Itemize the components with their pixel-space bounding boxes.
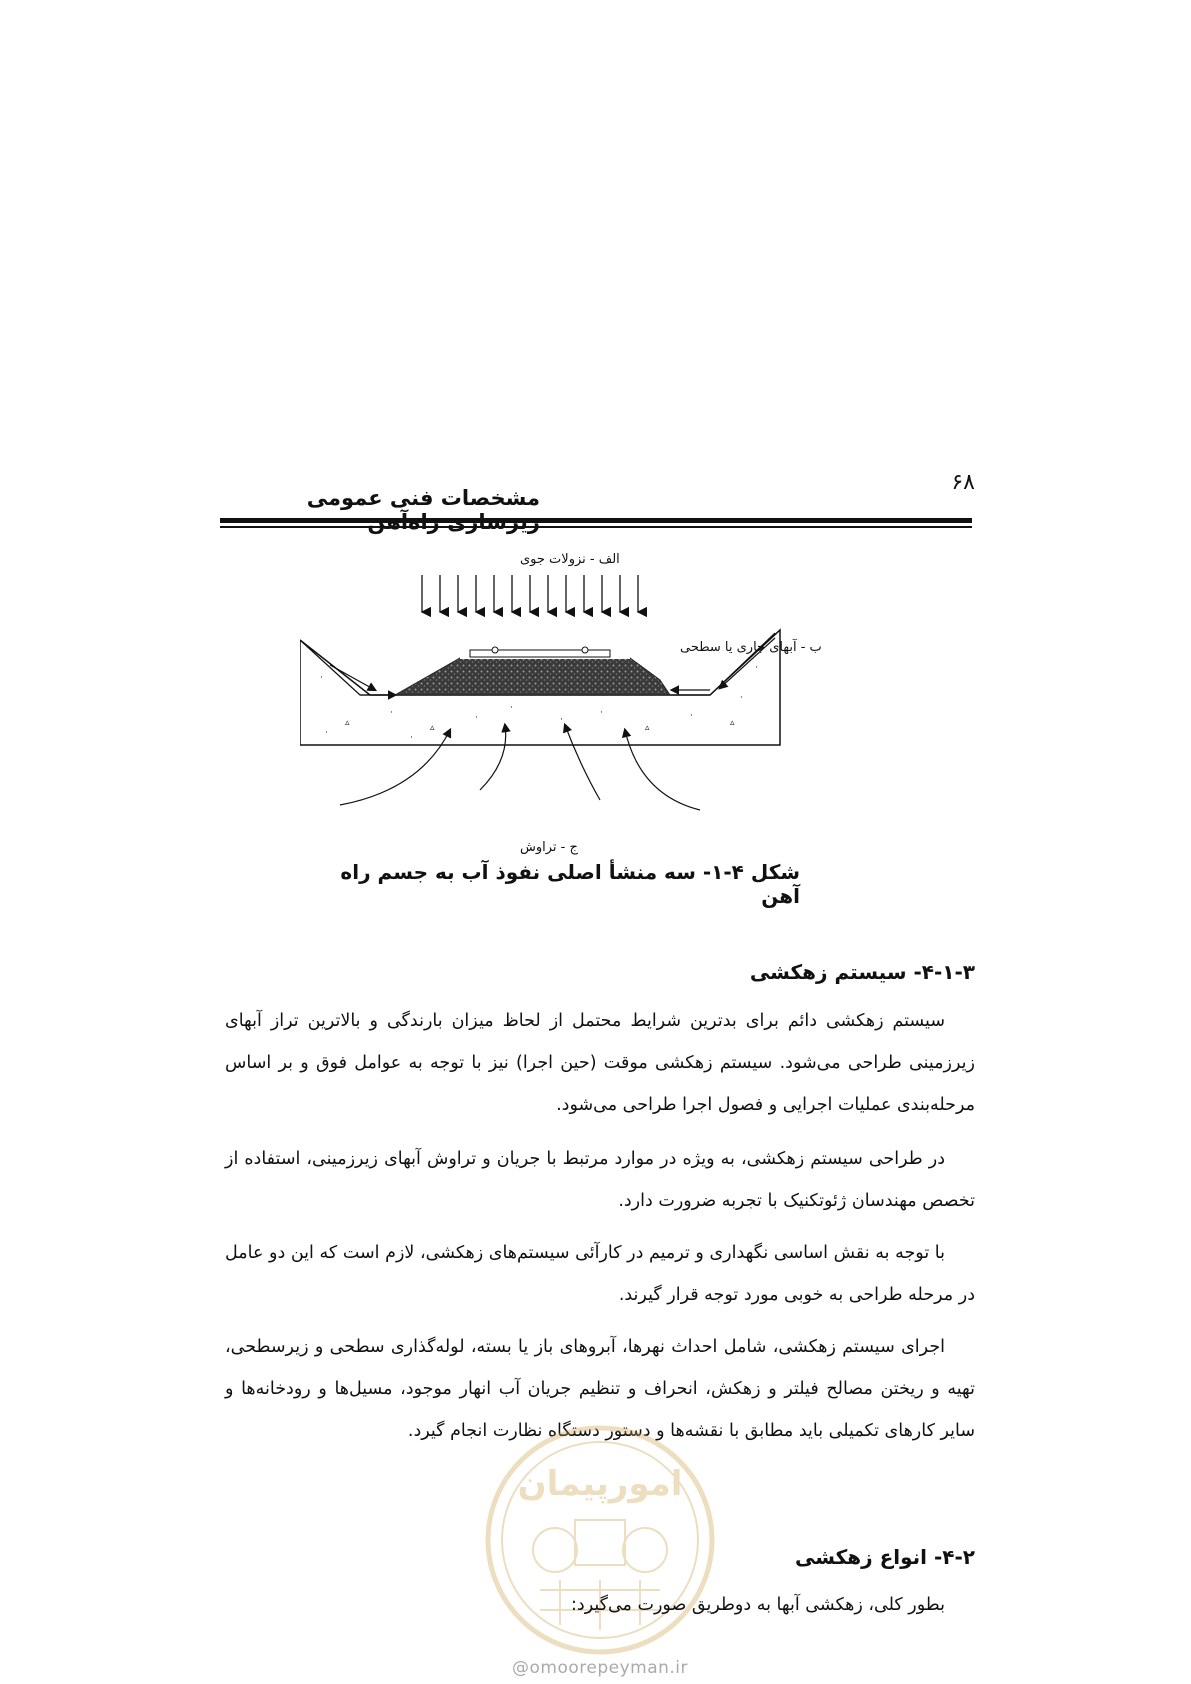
paragraph: در طراحی سیستم زهکشی، به ویژه در موارد مرتبط با جریان و تراوش آبهای زیرزمینی، استفاده از تخصص مهندسان ژئوتکنیک با تجربه ضرورت دارد.: [225, 1149, 975, 1211]
embankment-diagram: [300, 550, 860, 860]
figure-caption: شکل ۴-۱- سه منشأ اصلی نفوذ آب به جسم راه آهن: [340, 860, 800, 908]
paragraph: سیستم زهکشی دائم برای بدترین شرایط محتمل از لحاظ میزان بارندگی و بالاترین تراز آبهای زیرزمینی طراحی می‌شود. سیستم زهکشی موقت (حین اجرا) نیز با توجه به عوامل فوق و بر اساس مرحله‌بندی عملیات اجرایی و فصول اجرا طراحی می‌شود.: [225, 1011, 975, 1115]
svg-text:·: ·: [755, 663, 758, 673]
railway-water-sources-figure: [300, 550, 860, 860]
page-number: ۶۸: [951, 470, 975, 495]
running-header-title: مشخصات فنی عمومی: [306, 486, 540, 510]
paragraph: با توجه به نقش اساسی نگهداری و ترمیم در کارآئی سیستم‌های زهکشی، لازم است که این دو عامل در مرحله طراحی به خوبی مورد توجه قرار گیرند.: [225, 1243, 975, 1305]
watermark-url: @omoorepeyman.ir: [511, 1658, 689, 1678]
figure-label-seepage: ج - تراوش: [520, 840, 578, 855]
svg-text:▵: ▵: [430, 723, 435, 733]
figure-label-surface-water: ب - آبهای جاری یا سطحی: [680, 640, 822, 655]
svg-text:▵: ▵: [345, 718, 350, 728]
svg-text:امورپیمان: امورپیمان: [517, 1464, 683, 1504]
svg-text:·: ·: [410, 733, 413, 743]
svg-text:·: ·: [510, 703, 513, 713]
svg-text:·: ·: [740, 693, 743, 703]
svg-text:▵: ▵: [645, 723, 650, 733]
svg-text:·: ·: [320, 673, 323, 683]
paragraph: اجرای سیستم زهکشی، شامل احداث نهرها، آبروهای باز یا بسته، لوله‌گذاری سطحی و زیرسطحی، تهیه و ریختن مصالح فیلتر و زهکش، انحراف و تنظیم جریان آب انهار موجود، مسیل‌ها و رودخانه‌ها و سایر کارهای تکمیلی باید مطابق با نقشه‌ها و دستور دستگاه نظارت انجام گیرد.: [225, 1337, 975, 1441]
svg-text:·: ·: [560, 715, 563, 725]
paragraph: بطور کلی، زهکشی آبها به دوطریق صورت می‌گیرد:: [571, 1595, 945, 1615]
svg-text:·: ·: [325, 728, 328, 738]
svg-text:·: ·: [690, 711, 693, 721]
section-heading-drainage-system: ۴-۱-۳- سیستم زهکشی: [749, 960, 975, 984]
section-heading-drainage-types: ۴-۲- انواع زهکشی: [795, 1545, 975, 1569]
rainfall-arrows: [422, 575, 638, 612]
svg-text:·: ·: [600, 708, 603, 718]
svg-text:▵: ▵: [730, 718, 735, 728]
header-rule-thick: [220, 518, 972, 523]
figure-label-rainfall: الف - نزولات جوی: [520, 552, 620, 567]
svg-text:·: ·: [475, 713, 478, 723]
header-rule-thin: [220, 526, 972, 528]
svg-text:·: ·: [390, 708, 393, 718]
